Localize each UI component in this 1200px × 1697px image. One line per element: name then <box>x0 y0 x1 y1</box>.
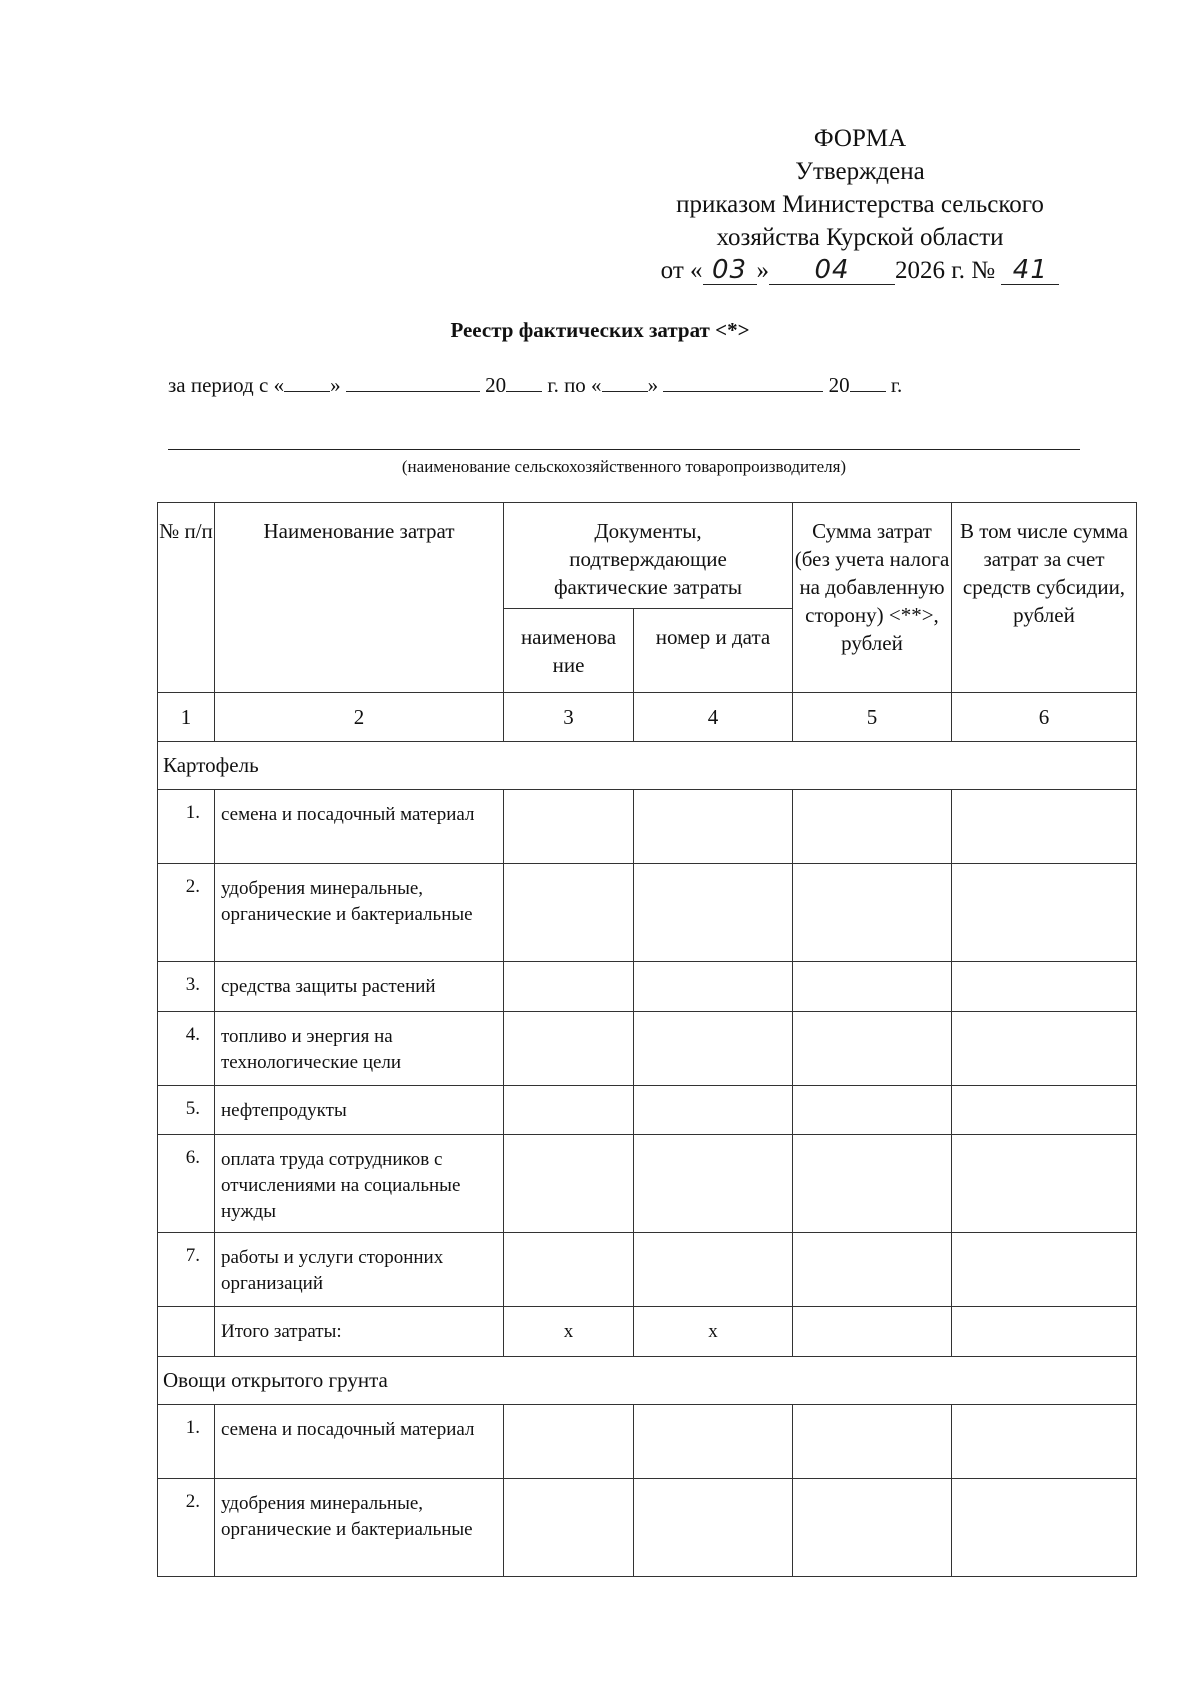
table-row: 6. оплата труда сотрудников с отчислениями на социальные нужды <box>158 1135 1137 1233</box>
header-doc-name: наименова ние <box>504 609 634 693</box>
approval-block <box>600 122 1120 287</box>
header-subsidy: В том числе сумма затрат за счет средств субсидии, рублей <box>952 503 1137 693</box>
table-row: 2. удобрения минеральные, органические и бактериальные <box>158 864 1137 962</box>
approval-day: 03 <box>703 257 757 285</box>
table-row: 5. нефтепродукты <box>158 1086 1137 1135</box>
section-title: Овощи открытого грунта <box>158 1357 1137 1405</box>
table-row: 3. средства защиты растений <box>158 962 1137 1012</box>
approval-month: 04 <box>769 257 895 285</box>
period-line: за период с « » 20 г. по « » 20 г. <box>168 373 903 397</box>
table-row: 4. топливо и энергия на технологические цели <box>158 1012 1137 1086</box>
approval-line-2: хозяйства Курской области <box>716 224 1004 251</box>
header-docs: Документы, подтверждающие фактические затраты <box>504 503 793 609</box>
header-doc-number: номер и дата <box>634 609 793 693</box>
table-row: 1. семена и посадочный материал <box>158 1405 1137 1479</box>
approval-line-1: приказом Министерства сельского <box>676 191 1044 218</box>
header-name: Наименование затрат <box>215 503 504 693</box>
document-title: Реестр фактических затрат <*> <box>450 318 750 342</box>
cost-register-table <box>157 502 1137 1577</box>
producer-caption: (наименование сельскохозяйственного товаропроизводителя) <box>401 457 847 476</box>
approved-label: Утверждена <box>795 158 925 185</box>
form-label: ФОРМА <box>813 125 907 152</box>
total-row: Итого затраты: х х <box>158 1307 1137 1357</box>
header-num: № п/п <box>158 503 215 693</box>
section-title: Картофель <box>158 742 1137 790</box>
table-row: 1. семена и посадочный материал <box>158 790 1137 864</box>
table-row: 7. работы и услуги сторонних организаций <box>158 1233 1137 1307</box>
section-row <box>158 742 1137 790</box>
header-sum: Сумма затрат (без учета налога на добавленную сторону) <**>, рублей <box>793 503 952 693</box>
producer-name-line <box>168 449 1080 450</box>
section-row <box>158 1357 1137 1405</box>
approval-date-line: от « 03 » 04 2026 г. № 41 <box>600 254 1120 287</box>
column-number-row: 1 2 3 4 5 6 <box>158 693 1137 742</box>
table-row: 2. удобрения минеральные, органические и бактериальные <box>158 1479 1137 1577</box>
approval-number: 41 <box>1001 257 1059 285</box>
